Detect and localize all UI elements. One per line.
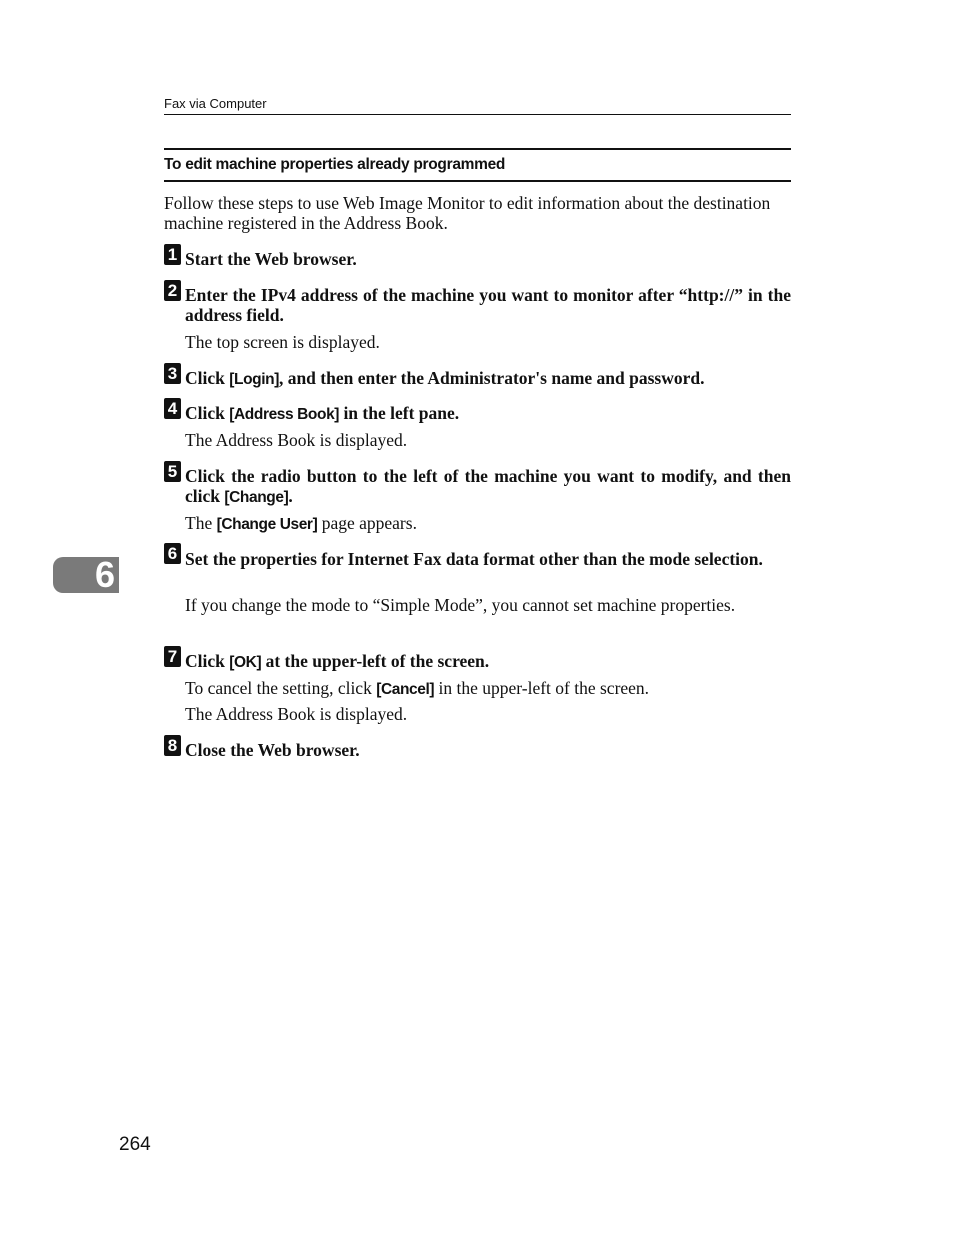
change-user-page-ref: [Change User]	[216, 516, 318, 533]
step-7-note-post: in the upper-left of the screen.	[434, 678, 650, 698]
step-4-post: in the left pane.	[339, 403, 460, 423]
chapter-tab	[53, 554, 119, 595]
cancel-button-ref: [Cancel]	[376, 681, 435, 698]
change-button-ref: [Change]	[224, 489, 289, 506]
step-number-3: 3	[164, 363, 181, 384]
step-6-text: Set the properties for Internet Fax data format other than the mode selection.	[185, 549, 763, 569]
step-7-note-1	[185, 678, 791, 700]
step-7-text	[185, 651, 791, 673]
step-7-note-pre: To cancel the setting, click	[185, 678, 377, 698]
step-number-5: 5	[164, 461, 181, 482]
step-2-text: Enter the IPv4 address of the machine you want to monitor after “http://” in the address field.	[185, 285, 791, 325]
step-4-text	[185, 403, 791, 425]
step-number-4: 4	[164, 398, 181, 419]
ok-button-ref: [OK]	[229, 654, 262, 671]
step-number-1: 1	[164, 244, 181, 265]
step-4-note: The Address Book is displayed.	[185, 430, 408, 450]
login-button-ref: [Login]	[229, 371, 279, 388]
step-7-pre: Click	[185, 651, 230, 671]
step-4-pre: Click	[185, 403, 230, 423]
step-3-pre: Click	[185, 368, 230, 388]
step-5-note-pre: The	[185, 513, 217, 533]
step-7-post: at the upper-left of the screen.	[261, 651, 490, 671]
intro-paragraph: Follow these steps to use Web Image Monitor to edit information about the destination machine registered in the Address Book.	[164, 193, 771, 233]
step-5-post: .	[288, 486, 293, 506]
step-1-text: Start the Web browser.	[185, 249, 357, 269]
step-number-8: 8	[164, 735, 181, 756]
address-book-button-ref: [Address Book]	[229, 406, 340, 423]
step-7-note-2: The Address Book is displayed.	[185, 704, 408, 724]
step-5-text	[185, 466, 791, 508]
section-title: To edit machine properties already programmed	[164, 156, 506, 173]
page-number: 264	[119, 1134, 151, 1155]
section-heading	[164, 148, 791, 182]
step-number-2: 2	[164, 280, 181, 301]
step-number-7: 7	[164, 646, 181, 667]
step-8-text: Close the Web browser.	[185, 740, 360, 760]
step-5-note	[185, 513, 791, 535]
step-6-note: If you change the mode to “Simple Mode”, you cannot set machine properties.	[185, 595, 736, 615]
step-2-note: The top screen is displayed.	[185, 332, 380, 352]
step-3-text	[185, 368, 791, 390]
step-3-post: , and then enter the Administrator's name and password.	[278, 368, 705, 388]
step-5-pre: Click the radio button to the left of the machine you want to modify, and then click	[185, 466, 791, 506]
chapter-number: 6	[94, 554, 115, 595]
step-number-6: 6	[164, 543, 181, 564]
step-5-note-post: page appears.	[317, 513, 417, 533]
running-head: Fax via Computer	[164, 96, 791, 115]
